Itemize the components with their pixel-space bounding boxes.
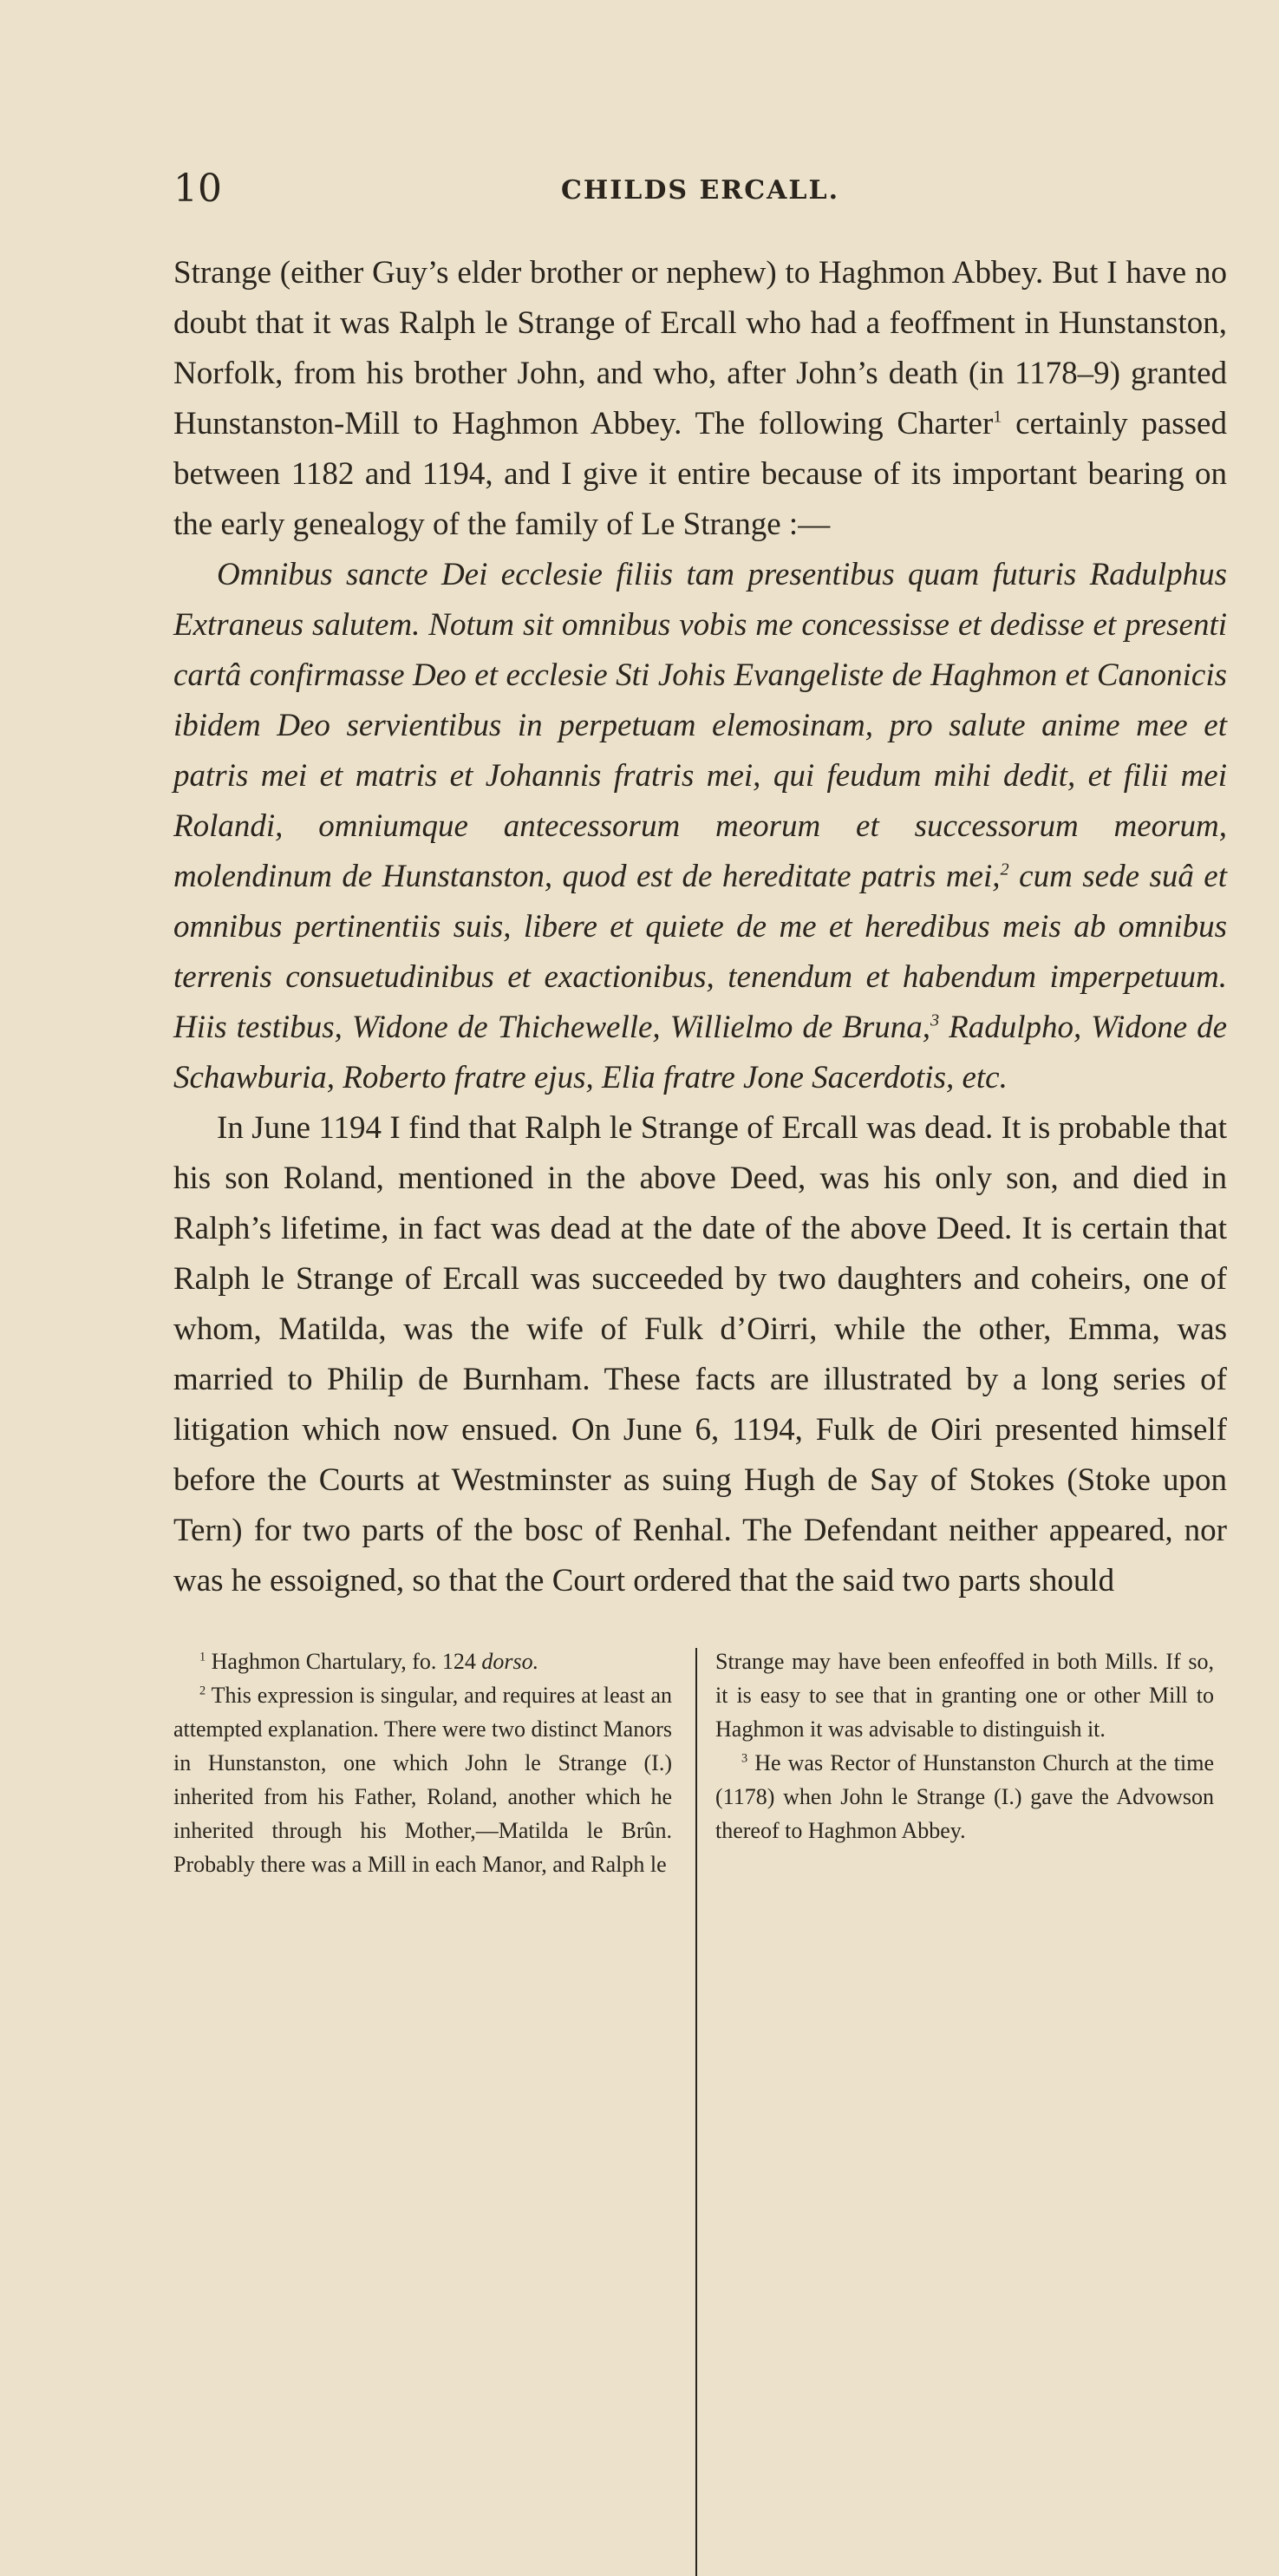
footnote-ref-2: 2: [1000, 860, 1009, 879]
footnote-1-italic: dorso.: [481, 1649, 539, 1674]
footnote-2-continued: Strange may have been enfeoffed in both Mills. If so, it is easy to see that in granting one or other Mill to Haghmon it was advisable to distinguish it.: [715, 1649, 1214, 1742]
latin-text-c: Radulpho, Widone de Schawburia, Roberto fratre ejus, Elia fratre Jone Sacerdotis, etc.: [173, 1010, 1227, 1095]
footnote-1: [173, 1644, 672, 1678]
footnote-2: [173, 1678, 672, 1881]
latin-text-b: cum sede suâ et omnibus pertinentiis suis, libere et quiete de me et heredibus meis ab omnibus terrenis consuetudinibus et exactionibus, tenendum et habendum imperpetuum. Hiis testibus, Widone de Thichewelle, Willielmo de Bruna,: [173, 859, 1227, 1045]
footnote-ref-3: 3: [930, 1010, 940, 1030]
footnote-ref-1: 1: [993, 407, 1002, 427]
footnotes-right-column: [715, 1644, 1214, 1847]
footnote-2-text: This expression is singular, and requires at least an attempted explanation. There were two distinct Manors in Hunstanston, one which John le Strange (I.) inherited from his Father, Roland, another which he inherited through his Mother,—Matilda le Brûn. Probably there was a Mill in each Manor, and Ralph le: [173, 1683, 672, 1877]
para1-text-b: certainly passed between 1182 and 1194, and I give it entire because of its important bearing on the early genealogy of the family of Le Strange :—: [173, 406, 1227, 542]
page-number: 10: [173, 167, 222, 211]
footnote-3-number: 3: [741, 1751, 748, 1766]
paragraph-1194: In June 1194 I find that Ralph le Strange of Ercall was dead. It is probable that his son Roland, mentioned in the above Deed, was his only son, and died in Ralph’s lifetime, in fact was dead at the date of the above Deed. It is certain that Ralph le Strange of Ercall was succeeded by two daughters and coheirs, one of whom, Matilda, was the wife of Fulk d’Oirri, while the other, Emma, was married to Philip de Burnham. These facts are illustrated by a long series of litigation which now ensued. On June 6, 1194, Fulk de Oiri presented himself before the Courts at Westminster as suing Hugh de Say of Stokes (Stoke upon Tern) for two parts of the bosc of Renhal. The Defendant neither appeared, nor was he essoigned, so that the Court ordered that the said two parts should: [173, 1110, 1227, 1599]
body-text: [173, 248, 1227, 1606]
latin-charter: [173, 550, 1227, 1103]
footnotes-left-column: [173, 1644, 672, 1881]
footnote-2-number: 2: [199, 1684, 206, 1698]
para1-text-a: Strange (either Guy’s elder brother or nephew) to Haghmon Abbey. But I have no doubt that it was Ralph le Strange of Ercall who had a feoffment in Hunstanston, Norfolk, from his brother John, and who, after John’s death (in 1178–9) granted Hunstanston-Mill to Haghmon Abbey. The following Charter: [173, 255, 1227, 441]
footnote-column-divider: [695, 1648, 697, 2576]
running-title: CHILDS ERCALL.: [560, 175, 840, 206]
footnote-1-text: Haghmon Chartulary, fo. 124: [206, 1649, 482, 1674]
footnote-1-number: 1: [199, 1650, 206, 1664]
footnote-3-text: He was Rector of Hunstanston Church at the time (1178) when John le Strange (I.) gave the Advowson thereof to Haghmon Abbey.: [715, 1750, 1214, 1843]
paragraph-continuation: [173, 248, 1227, 550]
footnote-3: [715, 1746, 1214, 1847]
running-head: [173, 167, 1227, 219]
latin-text-a: Omnibus sancte Dei ecclesie filiis tam presentibus quam futuris Radulphus Extraneus salutem. Notum sit omnibus vobis me concessisse et dedisse et presenti cartâ confirmasse Deo et ecclesie Sti Johis Evangeliste de Haghmon et Canonicis ibidem Deo servientibus in perpetuam elemosinam, pro salute anime mee et patris mei et matris et Johannis fratris mei, qui feudum mihi dedit, et filii mei Rolandi, omniumque antecessorum meorum et successorum meorum, molendinum de Hunstanston, quod est de hereditate patris mei,: [173, 557, 1227, 894]
